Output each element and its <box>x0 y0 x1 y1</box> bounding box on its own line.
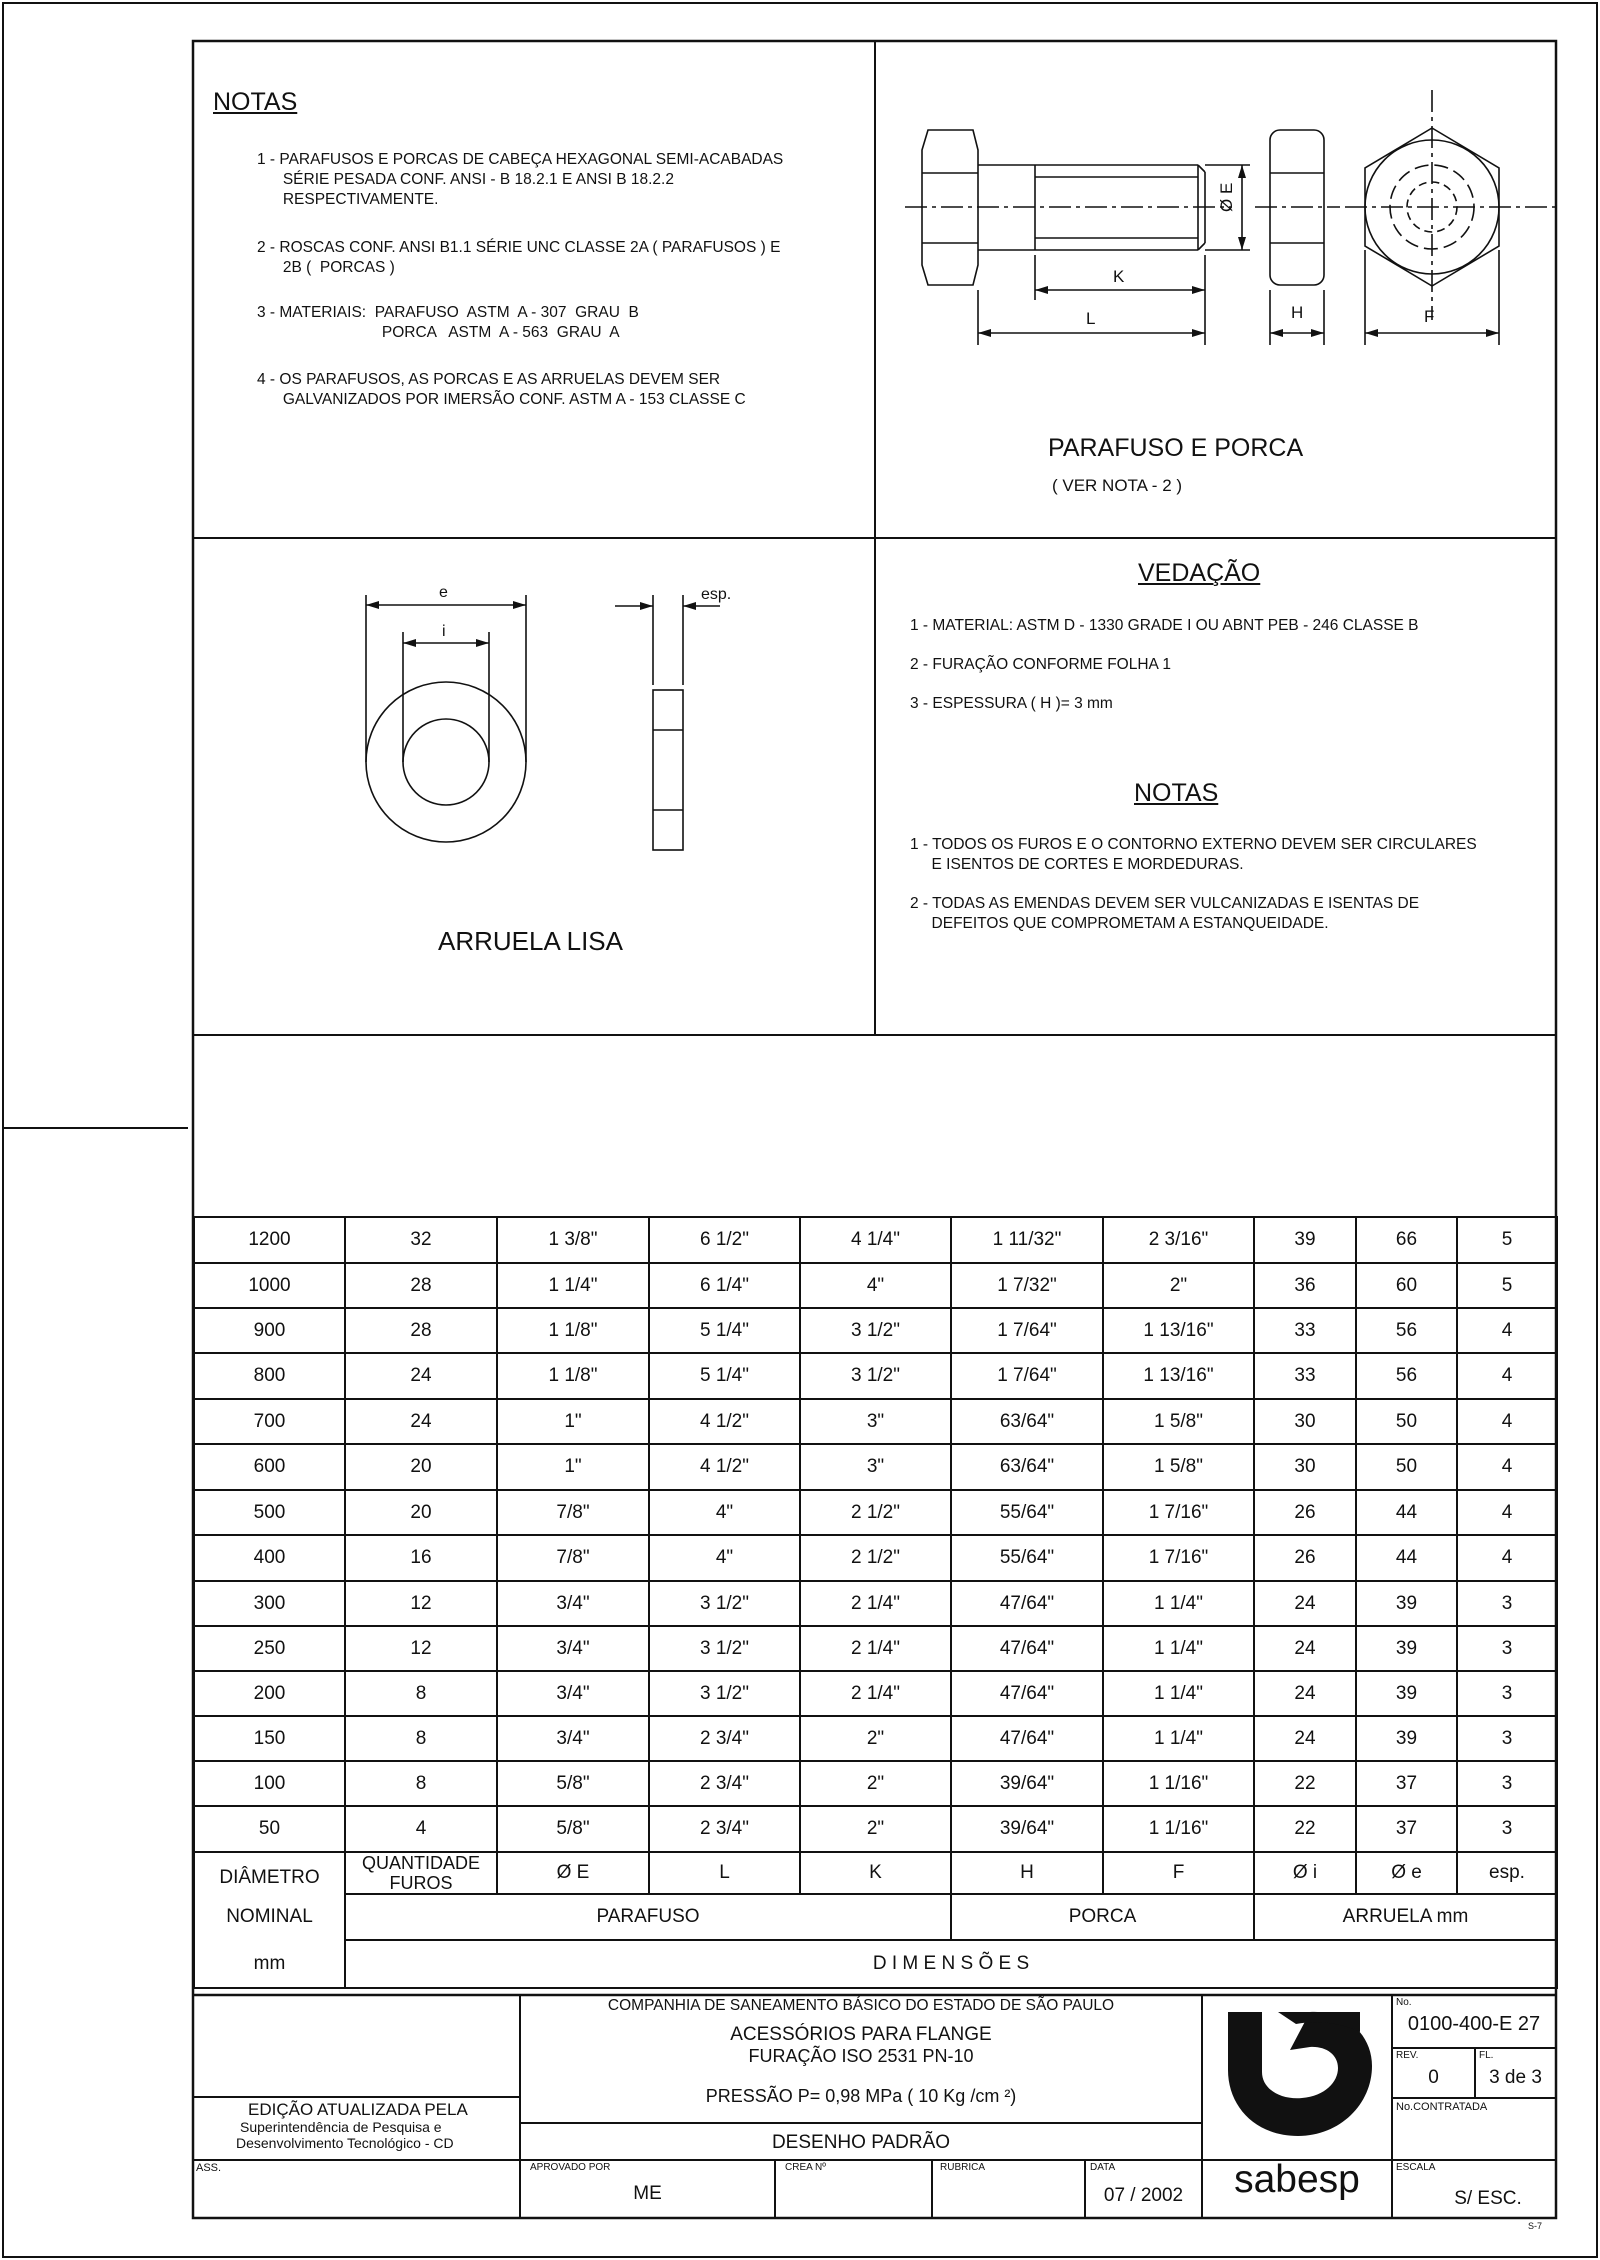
table-cell: 1 1/4" <box>1103 1671 1254 1716</box>
dim-label-e: e <box>439 584 448 601</box>
table-cell: 4 1/4" <box>800 1217 951 1263</box>
table-cell: 39 <box>1356 1626 1457 1671</box>
table-cell: 39 <box>1254 1217 1356 1263</box>
header-col: Ø e <box>1356 1852 1457 1894</box>
table-cell: 4" <box>649 1490 800 1535</box>
dim-label-diameter: Ø E <box>1217 182 1236 212</box>
table-cell: 250 <box>194 1626 345 1671</box>
edicao-line1: EDIÇÃO ATUALIZADA PELA <box>248 2100 468 2119</box>
table-cell: 8 <box>345 1716 497 1761</box>
header-nominal: NOMINAL <box>194 1894 345 1940</box>
notes-heading: NOTAS <box>213 88 298 116</box>
table-cell: 8 <box>345 1671 497 1716</box>
vedacao-item: 2 - FURAÇÃO CONFORME FOLHA 1 <box>910 656 1171 673</box>
table-cell: 5/8" <box>497 1761 649 1806</box>
dim-label-h: H <box>1291 303 1304 322</box>
dim-label-l: L <box>1086 309 1096 328</box>
table-cell: 3 1/2" <box>649 1671 800 1716</box>
table-cell: 55/64" <box>951 1535 1103 1581</box>
table-cell: 5 1/4" <box>649 1308 800 1353</box>
table-cell: 4 1/2" <box>649 1444 800 1490</box>
table-cell: 2 1/2" <box>800 1535 951 1581</box>
no-label: No. <box>1396 1997 1412 2008</box>
table-cell: 1 3/8" <box>497 1217 649 1263</box>
table-cell: 47/64" <box>951 1716 1103 1761</box>
table-cell: 1 1/8" <box>497 1353 649 1399</box>
table-cell: 3 1/2" <box>800 1353 951 1399</box>
edicao-line3: Desenvolvimento Tecnológico - CD <box>236 2135 454 2151</box>
vedacao-item: 1 - MATERIAL: ASTM D - 1330 GRADE I OU ABNT PEB - 246 CLASSE B <box>910 617 1419 634</box>
table-cell: 47/64" <box>951 1626 1103 1671</box>
table-cell: 1 5/8" <box>1103 1444 1254 1490</box>
vedacao-heading: VEDAÇÃO <box>1138 559 1261 587</box>
table-cell: 39 <box>1356 1671 1457 1716</box>
table-cell: 300 <box>194 1581 345 1626</box>
table-cell: 24 <box>1254 1716 1356 1761</box>
table-cell: 30 <box>1254 1444 1356 1490</box>
table-cell: 1 7/64" <box>951 1308 1103 1353</box>
rev-label: REV. <box>1396 2050 1419 2061</box>
contratada-label: No.CONTRATADA <box>1396 2101 1488 2113</box>
group-porca: PORCA <box>951 1894 1254 1940</box>
table-cell: 56 <box>1356 1353 1457 1399</box>
table-cell: 28 <box>345 1308 497 1353</box>
header-col: L <box>649 1852 800 1894</box>
table-cell: 2" <box>1103 1263 1254 1308</box>
table-cell: 100 <box>194 1761 345 1806</box>
table-cell: 37 <box>1356 1806 1457 1852</box>
table-cell: 24 <box>345 1353 497 1399</box>
table-cell: 39 <box>1356 1716 1457 1761</box>
group-dimensoes: D I M E N S Õ E S <box>345 1940 1557 1988</box>
table-cell: 44 <box>1356 1490 1457 1535</box>
table-cell: 1 7/64" <box>951 1353 1103 1399</box>
table-cell: 4 <box>1457 1399 1557 1444</box>
table-cell: 6 1/2" <box>649 1217 800 1263</box>
table-cell: 2" <box>800 1716 951 1761</box>
header-col: Ø i <box>1254 1852 1356 1894</box>
data-value: 07 / 2002 <box>1103 2185 1184 2206</box>
dim-label-esp: esp. <box>701 586 732 603</box>
table-cell: 5 <box>1457 1263 1557 1308</box>
table-cell: 66 <box>1356 1217 1457 1263</box>
table-cell: 3" <box>800 1444 951 1490</box>
table-cell: 2 1/4" <box>800 1581 951 1626</box>
table-cell: 47/64" <box>951 1671 1103 1716</box>
table-cell: 6 1/4" <box>649 1263 800 1308</box>
data-label: DATA <box>1090 2162 1116 2173</box>
table-cell: 26 <box>1254 1490 1356 1535</box>
dim-label-k: K <box>1113 267 1125 286</box>
table-cell: 32 <box>345 1217 497 1263</box>
table-cell: 4 <box>1457 1353 1557 1399</box>
header-col: esp. <box>1457 1852 1557 1894</box>
table-cell: 39 <box>1356 1581 1457 1626</box>
table-cell: 3 <box>1457 1806 1557 1852</box>
table-cell: 1200 <box>194 1217 345 1263</box>
table-cell: 3/4" <box>497 1581 649 1626</box>
table-cell: 1 5/8" <box>1103 1399 1254 1444</box>
table-cell: 50 <box>194 1806 345 1852</box>
table-cell: 4 <box>1457 1535 1557 1581</box>
header-col: Ø E <box>497 1852 649 1894</box>
table-cell: 4 <box>1457 1490 1557 1535</box>
table-cell: 1 7/16" <box>1103 1490 1254 1535</box>
table-cell: 33 <box>1254 1308 1356 1353</box>
table-cell: 37 <box>1356 1761 1457 1806</box>
header-col: H <box>951 1852 1103 1894</box>
table-cell: 3/4" <box>497 1626 649 1671</box>
table-cell: 5 1/4" <box>649 1353 800 1399</box>
bolt-subtitle: ( VER NOTA - 2 ) <box>1052 476 1183 495</box>
table-cell: 60 <box>1356 1263 1457 1308</box>
company-name: COMPANHIA DE SANEAMENTO BÁSICO DO ESTADO DE SÃO PAULO <box>607 1997 1115 2014</box>
table-cell: 20 <box>345 1490 497 1535</box>
table-cell: 3 <box>1457 1626 1557 1671</box>
table-cell: 1" <box>497 1444 649 1490</box>
drawing-subtitle: FURAÇÃO ISO 2531 PN-10 <box>748 2046 974 2066</box>
table-cell: 12 <box>345 1581 497 1626</box>
table-cell: 20 <box>345 1444 497 1490</box>
table-cell: 24 <box>1254 1671 1356 1716</box>
table-cell: 3 <box>1457 1716 1557 1761</box>
table-cell: 24 <box>1254 1581 1356 1626</box>
table-cell: 33 <box>1254 1353 1356 1399</box>
table-cell: 2 3/4" <box>649 1806 800 1852</box>
table-cell: 2 1/4" <box>800 1626 951 1671</box>
table-cell: 1 13/16" <box>1103 1353 1254 1399</box>
table-cell: 1 7/16" <box>1103 1535 1254 1581</box>
table-cell: 39/64" <box>951 1761 1103 1806</box>
table-cell: 39/64" <box>951 1806 1103 1852</box>
fl-label: FL. <box>1479 2050 1494 2061</box>
table-cell: 3/4" <box>497 1671 649 1716</box>
table-cell: 150 <box>194 1716 345 1761</box>
table-cell: 900 <box>194 1308 345 1353</box>
sheet-code: S-7 <box>1528 2221 1543 2231</box>
table-cell: 5 <box>1457 1217 1557 1263</box>
table-cell: 2 3/16" <box>1103 1217 1254 1263</box>
notes-right-item: 1 - TODOS OS FUROS E O CONTORNO EXTERNO DEVEM SER CIRCULARES E ISENTOS DE CORTES E MORDEDURAS. <box>910 836 1477 873</box>
fl-value: 3 de 3 <box>1489 2067 1542 2088</box>
escala-value: S/ ESC. <box>1454 2188 1522 2209</box>
table-cell: 3 <box>1457 1671 1557 1716</box>
table-cell: 3 <box>1457 1761 1557 1806</box>
table-cell: 4 <box>1457 1444 1557 1490</box>
table-cell: 500 <box>194 1490 345 1535</box>
header-mm: mm <box>194 1940 345 1988</box>
notes-right-item: 2 - TODAS AS EMENDAS DEVEM SER VULCANIZADAS E ISENTAS DE DEFEITOS QUE COMPROMETAM A ESTANQUEIDADE. <box>910 895 1420 932</box>
table-cell: 700 <box>194 1399 345 1444</box>
rev-value: 0 <box>1428 2067 1439 2088</box>
table-cell: 4 <box>345 1806 497 1852</box>
note-item: 3 - MATERIAIS: PARAFUSO ASTM A - 307 GRAU B PORCA ASTM A - 563 GRAU A <box>257 304 639 341</box>
table-cell: 3" <box>800 1399 951 1444</box>
table-cell: 2" <box>800 1806 951 1852</box>
note-item: 2 - ROSCAS CONF. ANSI B1.1 SÉRIE UNC CLASSE 2A ( PARAFUSOS ) E 2B ( PORCAS ) <box>257 239 781 276</box>
table-cell: 56 <box>1356 1308 1457 1353</box>
note-item: 1 - PARAFUSOS E PORCAS DE CABEÇA HEXAGONAL SEMI-ACABADAS SÉRIE PESADA CONF. ANSI - B 18.2.1 E ANSI B 18.2.2 RESPECTIVAMENTE. <box>257 151 784 208</box>
table-cell: 4" <box>800 1263 951 1308</box>
note-item: 4 - OS PARAFUSOS, AS PORCAS E AS ARRUELAS DEVEM SER GALVANIZADOS POR IMERSÃO CONF. ASTM A - 153 CLASSE C <box>257 371 746 408</box>
table-cell: 44 <box>1356 1535 1457 1581</box>
table-cell: 400 <box>194 1535 345 1581</box>
table-cell: 50 <box>1356 1399 1457 1444</box>
group-parafuso: PARAFUSO <box>345 1894 951 1940</box>
drawing-number: 0100-400-E 27 <box>1407 2013 1541 2035</box>
header-quantidade: QUANTIDADE FUROS <box>345 1852 497 1894</box>
table-cell: 1 1/4" <box>497 1263 649 1308</box>
table-cell: 1 13/16" <box>1103 1308 1254 1353</box>
table-cell: 55/64" <box>951 1490 1103 1535</box>
table-cell: 4 <box>1457 1308 1557 1353</box>
table-cell: 2 1/4" <box>800 1671 951 1716</box>
table-cell: 26 <box>1254 1535 1356 1581</box>
table-cell: 800 <box>194 1353 345 1399</box>
table-cell: 4" <box>649 1535 800 1581</box>
bolt-title: PARAFUSO E PORCA <box>1048 434 1304 462</box>
table-cell: 36 <box>1254 1263 1356 1308</box>
table-cell: 2 3/4" <box>649 1716 800 1761</box>
header-diametro: DIÂMETRO <box>194 1852 345 1894</box>
table-cell: 3 1/2" <box>800 1308 951 1353</box>
aprovado-label: APROVADO POR <box>530 2162 611 2173</box>
table-cell: 24 <box>345 1399 497 1444</box>
table-cell: 22 <box>1254 1806 1356 1852</box>
aprovado-value: ME <box>633 2183 662 2204</box>
table-cell: 2 3/4" <box>649 1761 800 1806</box>
table-cell: 1" <box>497 1399 649 1444</box>
header-col: K <box>800 1852 951 1894</box>
pressure-spec: PRESSÃO P= 0,98 MPa ( 10 Kg /cm ²) <box>705 2086 1017 2106</box>
table-cell: 50 <box>1356 1444 1457 1490</box>
vedacao-item: 3 - ESPESSURA ( H )= 3 mm <box>910 695 1113 712</box>
washer-title: ARRUELA LISA <box>438 926 623 956</box>
group-arruela: ARRUELA mm <box>1254 1894 1557 1940</box>
notes-right-heading: NOTAS <box>1134 779 1219 807</box>
table-cell: 1 7/32" <box>951 1263 1103 1308</box>
table-cell: 1 1/8" <box>497 1308 649 1353</box>
dim-label-f: F <box>1424 307 1435 326</box>
table-cell: 1 1/4" <box>1103 1626 1254 1671</box>
table-cell: 1000 <box>194 1263 345 1308</box>
table-cell: 1 1/4" <box>1103 1716 1254 1761</box>
table-cell: 600 <box>194 1444 345 1490</box>
table-cell: 1 1/16" <box>1103 1806 1254 1852</box>
table-cell: 2 1/2" <box>800 1490 951 1535</box>
table-cell: 3 <box>1457 1581 1557 1626</box>
drawing-title: ACESSÓRIOS PARA FLANGE <box>730 2024 992 2045</box>
table-cell: 200 <box>194 1671 345 1716</box>
dim-label-i: i <box>442 623 446 640</box>
desenho-padrao: DESENHO PADRÃO <box>771 2132 951 2153</box>
table-cell: 4 1/2" <box>649 1399 800 1444</box>
table-cell: 12 <box>345 1626 497 1671</box>
table-cell: 1 1/4" <box>1103 1581 1254 1626</box>
edicao-line2: Superintendência de Pesquisa e <box>240 2119 442 2135</box>
table-cell: 63/64" <box>951 1399 1103 1444</box>
table-cell: 1 1/16" <box>1103 1761 1254 1806</box>
table-cell: 3/4" <box>497 1716 649 1761</box>
table-cell: 63/64" <box>951 1444 1103 1490</box>
table-cell: 3 1/2" <box>649 1626 800 1671</box>
header-col: F <box>1103 1852 1254 1894</box>
table-cell: 16 <box>345 1535 497 1581</box>
table-cell: 28 <box>345 1263 497 1308</box>
table-cell: 24 <box>1254 1626 1356 1671</box>
table-cell: 7/8" <box>497 1535 649 1581</box>
table-cell: 1 11/32" <box>951 1217 1103 1263</box>
rubrica-label: RUBRICA <box>940 2162 986 2173</box>
table-cell: 30 <box>1254 1399 1356 1444</box>
table-cell: 8 <box>345 1761 497 1806</box>
table-cell: 47/64" <box>951 1581 1103 1626</box>
table-cell: 2" <box>800 1761 951 1806</box>
table-cell: 22 <box>1254 1761 1356 1806</box>
ass-label: ASS. <box>196 2162 222 2174</box>
table-cell: 5/8" <box>497 1806 649 1852</box>
escala-label: ESCALA <box>1396 2162 1436 2173</box>
crea-label: CREA Nº <box>785 2162 826 2173</box>
table-cell: 3 1/2" <box>649 1581 800 1626</box>
logo-text: sabesp <box>1234 2158 1360 2201</box>
table-cell: 7/8" <box>497 1490 649 1535</box>
